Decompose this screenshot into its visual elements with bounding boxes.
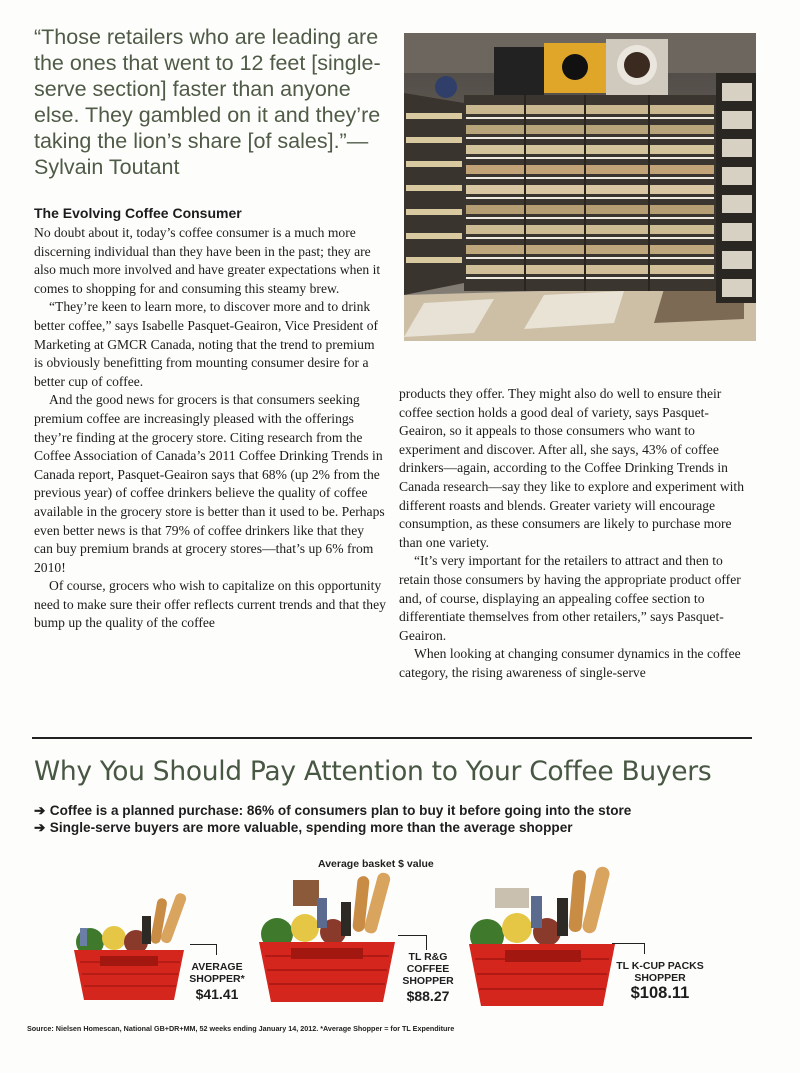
arrow-right-icon: ➔ xyxy=(34,803,46,818)
basket-icon xyxy=(255,872,400,1011)
bullet-point xyxy=(34,803,631,819)
basket-value: $41.41 xyxy=(195,986,239,1002)
article-paragraph: No doubt about it, today’s coffee consumer is a much more discerning individual than they have been in the past; they are also much more involved and have greater expectations when it comes to shopping for and consuming this steamy brew. xyxy=(34,225,381,296)
coffee-aisle-illustration xyxy=(404,33,756,341)
article-paragraph: “They’re keen to learn more, to discover more and to drink better coffee,” says Isabelle Pasquet-Geairon, Vice President of Marketing at GMCR Canada, noting that the trend to premium is obviously benefitting from mounting consumer desire for a better cup of coffee. xyxy=(34,299,379,389)
leader-line xyxy=(612,943,645,954)
leader-line xyxy=(190,944,217,955)
article-paragraph: “It’s very important for the retailers to attract and then to retain those consumers by having the appropriate product offer and, of course, displaying an appealing coffee section to differentiate themselves from other retailers,” says Pasquet-Geairon. xyxy=(399,553,741,643)
arrow-right-icon: ➔ xyxy=(34,820,46,835)
basket-label-average xyxy=(178,961,256,1003)
section-divider xyxy=(32,737,752,739)
bullet-text: Single-serve buyers are more valuable, spending more than the average shopper xyxy=(49,820,573,835)
article-paragraph: When looking at changing consumer dynamics in the coffee category, the rising awareness of single-serve xyxy=(399,646,741,680)
infographic-title: Why You Should Pay Attention to Your Coffee Buyers xyxy=(34,756,712,787)
source-note: Source: Nielsen Homescan, National GB+DR+MM, 52 weeks ending January 14, 2012. *Average Shopper = for TL Expenditure xyxy=(27,1024,455,1033)
pull-quote: “Those retailers who are leading are the ones that went to 12 feet [single-serve section] faster than anyone else. They gambled on it and they’re taking the lion’s share [of sales].”—Sylvain Toutant xyxy=(34,25,381,179)
basket-value: $88.27 xyxy=(406,988,450,1004)
article-column-1 xyxy=(34,203,386,633)
article-paragraph: Of course, grocers who wish to capitalize on this opportunity need to make sure their offer reflects current trends and that they bump up the quality of the coffee xyxy=(34,578,386,631)
bullet-text: Coffee is a planned purchase: 86% of consumers plan to buy it before going into the store xyxy=(49,803,632,818)
basket-caption: TL R&G COFFEE SHOPPER xyxy=(402,951,454,987)
chart-label: Average basket $ value xyxy=(318,858,434,870)
coffee-aisle-photo xyxy=(404,33,756,341)
basket-label-kcup xyxy=(602,960,718,1002)
article-paragraph: And the good news for grocers is that consumers seeking premium coffee are increasingly pleased with the offerings they’re finding at the grocery store. Citing research from the Coffee Association of Canada’s 2011 Coffee Drinking Trends in Canada report, Pasquet-Geairon says that 68% (up 2% from the previous year) of coffee drinkers believe the quality of coffee available in the grocery store is better than it used to be. Perhaps even better news is that 79% of coffee drinkers like that they can buy premium brands at grocery stores—that’s up 6% from 2010! xyxy=(34,392,385,575)
basket-value: $108.11 xyxy=(630,984,690,1002)
leader-line xyxy=(398,935,427,950)
basket-label-rg-coffee xyxy=(392,951,464,1005)
article-paragraph: products they offer. They might also do well to ensure their coffee section holds a good deal of variety, says Pasquet-Geairon, so it appeals to those consumers who want to experiment and discover. After all, she says, 43% of coffee drinkers—again, according to the Coffee Drinking Trends in Canada research—say they like to explore and experiment with different roasts and blends. Greater variety will encourage consumption, as these consumers are likely to purchase more than one variety. xyxy=(399,386,745,550)
basket-caption: AVERAGE SHOPPER* xyxy=(189,961,245,985)
bullet-point xyxy=(34,820,573,836)
article-column-2 xyxy=(399,385,749,683)
article-heading: The Evolving Coffee Consumer xyxy=(34,205,242,221)
basket-caption: TL K-CUP PACKS SHOPPER xyxy=(616,960,704,984)
basket-icon xyxy=(465,866,620,1015)
basket-icon xyxy=(70,890,190,1009)
